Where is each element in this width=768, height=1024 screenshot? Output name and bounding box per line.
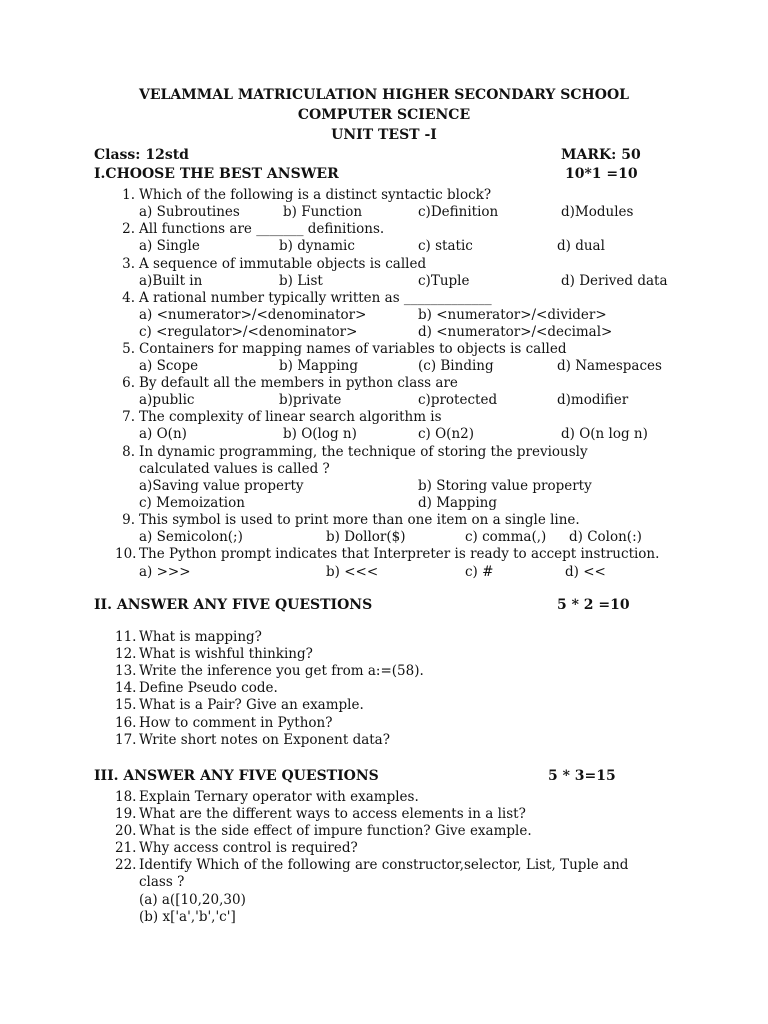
class-label: Class: 12std — [94, 147, 189, 163]
question-number: 19. — [115, 806, 137, 822]
section3-title: III. ANSWER ANY FIVE QUESTIONS — [94, 768, 379, 784]
option-2c: c) static — [418, 238, 473, 254]
question-15 — [115, 697, 364, 713]
option-2a: a) Single — [139, 238, 200, 254]
option-3d: d) Derived data — [561, 273, 668, 289]
question-text: In dynamic programming, the technique of storing the previously — [139, 444, 588, 460]
question-number: 20. — [115, 823, 137, 839]
question-text: The complexity of linear search algorithm is — [139, 409, 442, 425]
section2-title: II. ANSWER ANY FIVE QUESTIONS — [94, 597, 373, 613]
question-text: Containers for mapping names of variables to objects is called — [139, 341, 567, 357]
question-2 — [115, 221, 384, 237]
subject-title: COMPUTER SCIENCE — [297, 107, 471, 123]
school-name: VELAMMAL MATRICULATION HIGHER SECONDARY SCHOOL — [139, 87, 629, 103]
option-5a: a) Scope — [139, 358, 199, 374]
option-3c: c)Tuple — [418, 273, 470, 289]
question-21 — [115, 840, 358, 856]
question-number: 15. — [115, 697, 137, 713]
question-10 — [115, 546, 659, 562]
question-number: 4. — [122, 290, 135, 306]
section3-marks: 5 * 3=15 — [548, 768, 616, 784]
option-8c: c) Memoization — [139, 495, 245, 511]
question-number: 8. — [122, 444, 135, 460]
total-mark: MARK: 50 — [561, 147, 641, 163]
question-text: What is a Pair? Give an example. — [139, 697, 364, 713]
question-5 — [115, 341, 567, 357]
option-10b: b) <<< — [326, 564, 379, 580]
option-7a: a) O(n) — [139, 426, 187, 442]
question-11 — [115, 629, 262, 645]
section1-title: I.CHOOSE THE BEST ANSWER — [94, 166, 339, 182]
question-number: 10. — [115, 546, 137, 562]
question-number: 13. — [115, 663, 137, 679]
option-4d: d) <numerator>/<decimal> — [418, 324, 613, 340]
option-3b: b) List — [279, 273, 323, 289]
option-3a: a)Built in — [139, 273, 203, 289]
option-10c: c) # — [465, 564, 494, 580]
question-number: 12. — [115, 646, 137, 662]
question-8-continued: calculated values is called ? — [139, 461, 330, 477]
option-8b: b) Storing value property — [418, 478, 592, 494]
question-3 — [115, 256, 426, 272]
question-4 — [115, 290, 492, 306]
question-16 — [115, 715, 332, 731]
option-2b: b) dynamic — [279, 238, 355, 254]
option-4b: b) <numerator>/<divider> — [418, 307, 607, 323]
option-1c: c)Definition — [418, 204, 499, 220]
question-number: 11. — [115, 629, 137, 645]
question-number: 16. — [115, 715, 137, 731]
option-7b: b) O(log n) — [283, 426, 357, 442]
question-text: Why access control is required? — [139, 840, 358, 856]
question-text: Define Pseudo code. — [139, 680, 278, 696]
option-9b: b) Dollor($) — [326, 529, 406, 545]
question-number: 22. — [115, 857, 137, 873]
option-6b: b)private — [279, 392, 342, 408]
option-5b: b) Mapping — [279, 358, 359, 374]
question-text: All functions are _______ definitions. — [139, 221, 385, 237]
question-text: Which of the following is a distinct syntactic block? — [139, 187, 492, 203]
question-text: A rational number typically written as _____________ — [139, 290, 492, 306]
option-5d: d) Namespaces — [557, 358, 662, 374]
question-text: What is the side effect of impure function? Give example. — [139, 823, 532, 839]
option-6a: a)public — [139, 392, 195, 408]
question-text: Explain Ternary operator with examples. — [139, 789, 419, 805]
option-10d: d) << — [565, 564, 606, 580]
section1-marks: 10*1 =10 — [565, 166, 638, 182]
question-number: 2. — [122, 221, 135, 237]
question-text: What is mapping? — [139, 629, 262, 645]
option-2d: d) dual — [557, 238, 605, 254]
option-1d: d)Modules — [561, 204, 634, 220]
question-text: Write short notes on Exponent data? — [139, 732, 390, 748]
question-text: By default all the members in python class are — [139, 375, 458, 391]
question-1 — [115, 187, 491, 203]
question-17 — [115, 732, 390, 748]
question-number: 21. — [115, 840, 137, 856]
question-22-continued: class ? — [139, 874, 185, 890]
question-number: 6. — [122, 375, 135, 391]
question-20 — [115, 823, 532, 839]
option-4a: a) <numerator>/<denominator> — [139, 307, 367, 323]
option-7c: c) O(n2) — [418, 426, 475, 442]
question-22 — [115, 857, 628, 873]
option-4c: c) <regulator>/<denominator> — [139, 324, 358, 340]
option-6c: c)protected — [418, 392, 498, 408]
question-number: 18. — [115, 789, 137, 805]
question-number: 14. — [115, 680, 137, 696]
question-9 — [115, 512, 580, 528]
question-8 — [115, 444, 588, 460]
question-22-part-b: (b) x['a','b','c'] — [139, 909, 236, 925]
option-5c: (c) Binding — [418, 358, 494, 374]
question-text: A sequence of immutable objects is called — [139, 256, 427, 272]
question-18 — [115, 789, 419, 805]
option-8d: d) Mapping — [418, 495, 498, 511]
question-22-part-a: (a) a([10,20,30) — [139, 892, 246, 908]
question-text: What is wishful thinking? — [139, 646, 313, 662]
question-text: What are the different ways to access elements in a list? — [139, 806, 526, 822]
question-text: This symbol is used to print more than one item on a single line. — [139, 512, 580, 528]
section2-marks: 5 * 2 =10 — [557, 597, 630, 613]
option-9a: a) Semicolon(;) — [139, 529, 243, 545]
question-number: 3. — [122, 256, 135, 272]
question-text: How to comment in Python? — [139, 715, 333, 731]
question-number: 17. — [115, 732, 137, 748]
option-10a: a) >>> — [139, 564, 191, 580]
question-13 — [115, 663, 424, 679]
test-title: UNIT TEST -I — [331, 127, 437, 143]
question-number: 5. — [122, 341, 135, 357]
question-text: Identify Which of the following are constructor,selector, List, Tuple and — [139, 857, 629, 873]
question-number: 1. — [122, 187, 135, 203]
question-14 — [115, 680, 278, 696]
option-1b: b) Function — [283, 204, 363, 220]
question-19 — [115, 806, 526, 822]
option-1a: a) Subroutines — [139, 204, 240, 220]
option-7d: d) O(n log n) — [561, 426, 648, 442]
option-8a: a)Saving value property — [139, 478, 304, 494]
question-12 — [115, 646, 313, 662]
option-6d: d)modifier — [557, 392, 629, 408]
question-text: Write the inference you get from a:=(58). — [139, 663, 424, 679]
option-9d: d) Colon(:) — [569, 529, 642, 545]
question-7 — [115, 409, 442, 425]
question-text: The Python prompt indicates that Interpreter is ready to accept instruction. — [139, 546, 660, 562]
question-number: 9. — [122, 512, 135, 528]
option-9c: c) comma(,) — [465, 529, 547, 545]
question-number: 7. — [122, 409, 135, 425]
question-6 — [115, 375, 458, 391]
